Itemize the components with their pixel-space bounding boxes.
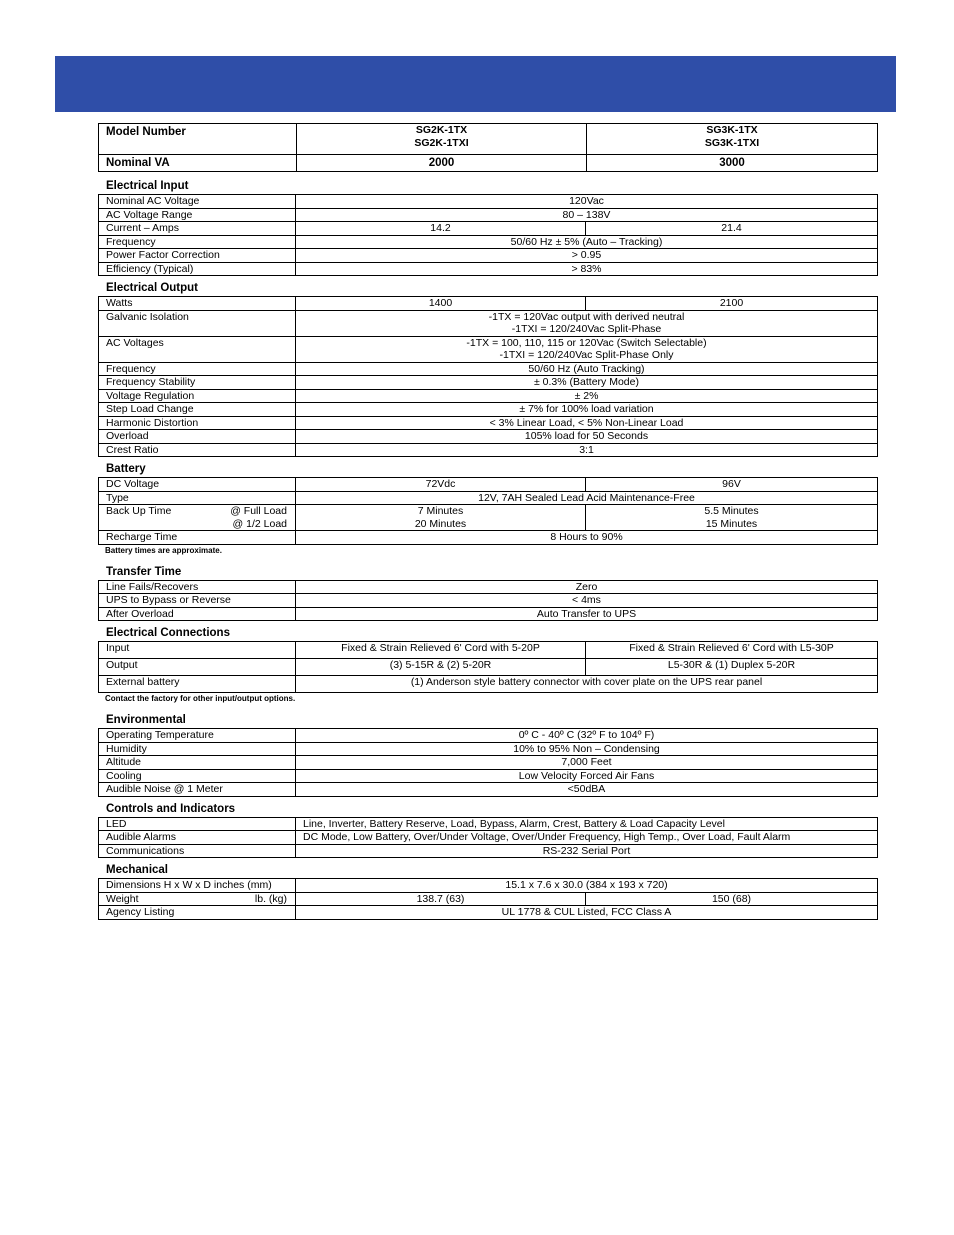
section-title: Mechanical bbox=[106, 864, 168, 876]
model-number-label: Model Number bbox=[99, 124, 297, 155]
battery-note: Battery times are approximate. bbox=[105, 545, 222, 555]
row-value: ± 0.3% (Battery Mode) bbox=[296, 376, 878, 390]
row-label: Voltage Regulation bbox=[99, 389, 296, 403]
row-value: Auto Transfer to UPS bbox=[296, 607, 878, 621]
row-label: Recharge Time bbox=[99, 531, 296, 545]
row-value-b: 5.5 Minutes 15 Minutes bbox=[586, 505, 878, 531]
row-value: 7,000 Feet bbox=[296, 756, 878, 770]
section-title: Electrical Input bbox=[106, 180, 189, 192]
model-table bbox=[98, 123, 878, 172]
row-label: Agency Listing bbox=[99, 906, 296, 920]
row-value: 80 – 138V bbox=[296, 208, 878, 222]
row-value: 120Vac bbox=[296, 195, 878, 209]
row-label: External battery bbox=[99, 676, 296, 693]
electrical-input-table bbox=[98, 194, 878, 276]
row-label: Step Load Change bbox=[99, 403, 296, 417]
section-title: Electrical Connections bbox=[106, 627, 230, 639]
row-value: > 83% bbox=[296, 262, 878, 276]
row-value: -1TX = 100, 110, 115 or 120Vac (Switch Selectable) -1TXI = 120/240Vac Split-Phase Only bbox=[296, 336, 878, 362]
row-value: 50/60 Hz (Auto Tracking) bbox=[296, 362, 878, 376]
row-label: Power Factor Correction bbox=[99, 249, 296, 263]
row-label: Humidity bbox=[99, 742, 296, 756]
row-value: 10% to 95% Non – Condensing bbox=[296, 742, 878, 756]
row-value: Zero bbox=[296, 580, 878, 594]
row-value-b: 96V bbox=[586, 478, 878, 492]
row-value-a: 72Vdc bbox=[296, 478, 586, 492]
row-label: Audible Alarms bbox=[99, 831, 296, 845]
row-value: ± 7% for 100% load variation bbox=[296, 403, 878, 417]
row-label: Output bbox=[99, 659, 296, 676]
controls-table bbox=[98, 817, 878, 859]
row-label: Crest Ratio bbox=[99, 443, 296, 457]
row-label: Communications bbox=[99, 844, 296, 858]
row-label: Frequency bbox=[99, 235, 296, 249]
row-label: Frequency bbox=[99, 362, 296, 376]
section-title: Transfer Time bbox=[106, 565, 182, 578]
row-value-a: 14.2 bbox=[296, 222, 586, 236]
row-value: < 3% Linear Load, < 5% Non-Linear Load bbox=[296, 416, 878, 430]
row-value: 15.1 x 7.6 x 30.0 (384 x 193 x 720) bbox=[296, 879, 878, 893]
model-a: SG2K-1TX SG2K-1TXI bbox=[297, 124, 587, 155]
nominal-va-label: Nominal VA bbox=[99, 155, 297, 172]
row-value: <50dBA bbox=[296, 783, 878, 797]
row-value: (1) Anderson style battery connector with cover plate on the UPS rear panel bbox=[296, 676, 878, 693]
electrical-connections-table bbox=[98, 641, 878, 693]
row-value-b: L5-30R & (1) Duplex 5-20R bbox=[586, 659, 878, 676]
row-label: Cooling bbox=[99, 769, 296, 783]
connections-note: Contact the factory for other input/output options. bbox=[105, 694, 296, 703]
row-value-b: 150 (68) bbox=[586, 892, 878, 906]
row-label: Dimensions H x W x D inches (mm) bbox=[99, 879, 296, 893]
row-label: Frequency Stability bbox=[99, 376, 296, 390]
row-label: UPS to Bypass or Reverse bbox=[99, 594, 296, 608]
model-b: SG3K-1TX SG3K-1TXI bbox=[587, 124, 878, 155]
row-label: AC Voltage Range bbox=[99, 208, 296, 222]
va-a: 2000 bbox=[297, 155, 587, 172]
row-value: UL 1778 & CUL Listed, FCC Class A bbox=[296, 906, 878, 920]
row-label: Audible Noise @ 1 Meter bbox=[99, 783, 296, 797]
spec-sheet bbox=[98, 123, 877, 920]
row-value: 0º C - 40º C (32º F to 104º F) bbox=[296, 729, 878, 743]
row-label: LED bbox=[99, 817, 296, 831]
row-label: Input bbox=[99, 642, 296, 659]
row-value-a: (3) 5-15R & (2) 5-20R bbox=[296, 659, 586, 676]
row-label: DC Voltage bbox=[99, 478, 296, 492]
row-value-b: 21.4 bbox=[586, 222, 878, 236]
row-value: Line, Inverter, Battery Reserve, Load, Bypass, Alarm, Crest, Battery & Load Capacity Level bbox=[296, 817, 878, 831]
row-value-b: 2100 bbox=[586, 297, 878, 311]
electrical-output-table bbox=[98, 296, 878, 457]
row-label: Operating Temperature bbox=[99, 729, 296, 743]
row-value-a: Fixed & Strain Relieved 6' Cord with 5-20P bbox=[296, 642, 586, 659]
row-label: Galvanic Isolation bbox=[99, 310, 296, 336]
row-value: DC Mode, Low Battery, Over/Under Voltage, Over/Under Frequency, High Temp., Over Load, Fault Alarm bbox=[296, 831, 878, 845]
section-title: Battery bbox=[106, 463, 146, 475]
row-value-b: Fixed & Strain Relieved 6' Cord with L5-30P bbox=[586, 642, 878, 659]
row-value: -1TX = 120Vac output with derived neutral -1TXI = 120/240Vac Split-Phase bbox=[296, 310, 878, 336]
row-value: < 4ms bbox=[296, 594, 878, 608]
header-banner bbox=[55, 56, 896, 112]
row-label: Weight lb. (kg) bbox=[99, 892, 296, 906]
row-label: Altitude bbox=[99, 756, 296, 770]
row-value: 50/60 Hz ± 5% (Auto – Tracking) bbox=[296, 235, 878, 249]
row-value: ± 2% bbox=[296, 389, 878, 403]
row-value: > 0.95 bbox=[296, 249, 878, 263]
va-b: 3000 bbox=[587, 155, 878, 172]
row-value: 105% load for 50 Seconds bbox=[296, 430, 878, 444]
row-label: Type bbox=[99, 491, 296, 505]
section-title: Environmental bbox=[106, 714, 186, 726]
row-label: Overload bbox=[99, 430, 296, 444]
row-label: Nominal AC Voltage bbox=[99, 195, 296, 209]
row-label: Efficiency (Typical) bbox=[99, 262, 296, 276]
environmental-table bbox=[98, 728, 878, 797]
row-label: Harmonic Distortion bbox=[99, 416, 296, 430]
row-label: AC Voltages bbox=[99, 336, 296, 362]
row-value: RS-232 Serial Port bbox=[296, 844, 878, 858]
row-value-a: 138.7 (63) bbox=[296, 892, 586, 906]
row-label: Back Up Time @ Full Load @ 1/2 Load bbox=[99, 505, 296, 531]
row-value: 12V, 7AH Sealed Lead Acid Maintenance-Free bbox=[296, 491, 878, 505]
row-value-a: 7 Minutes 20 Minutes bbox=[296, 505, 586, 531]
row-label: Watts bbox=[99, 297, 296, 311]
row-value: 3:1 bbox=[296, 443, 878, 457]
mechanical-table bbox=[98, 878, 878, 920]
section-title: Electrical Output bbox=[106, 282, 199, 294]
row-value-a: 1400 bbox=[296, 297, 586, 311]
transfer-time-table bbox=[98, 580, 878, 622]
row-value: 8 Hours to 90% bbox=[296, 531, 878, 545]
section-title: Controls and Indicators bbox=[106, 802, 236, 815]
row-label: Line Fails/Recovers bbox=[99, 580, 296, 594]
row-value: Low Velocity Forced Air Fans bbox=[296, 769, 878, 783]
battery-table bbox=[98, 477, 878, 545]
row-label: Current – Amps bbox=[99, 222, 296, 236]
row-label: After Overload bbox=[99, 607, 296, 621]
